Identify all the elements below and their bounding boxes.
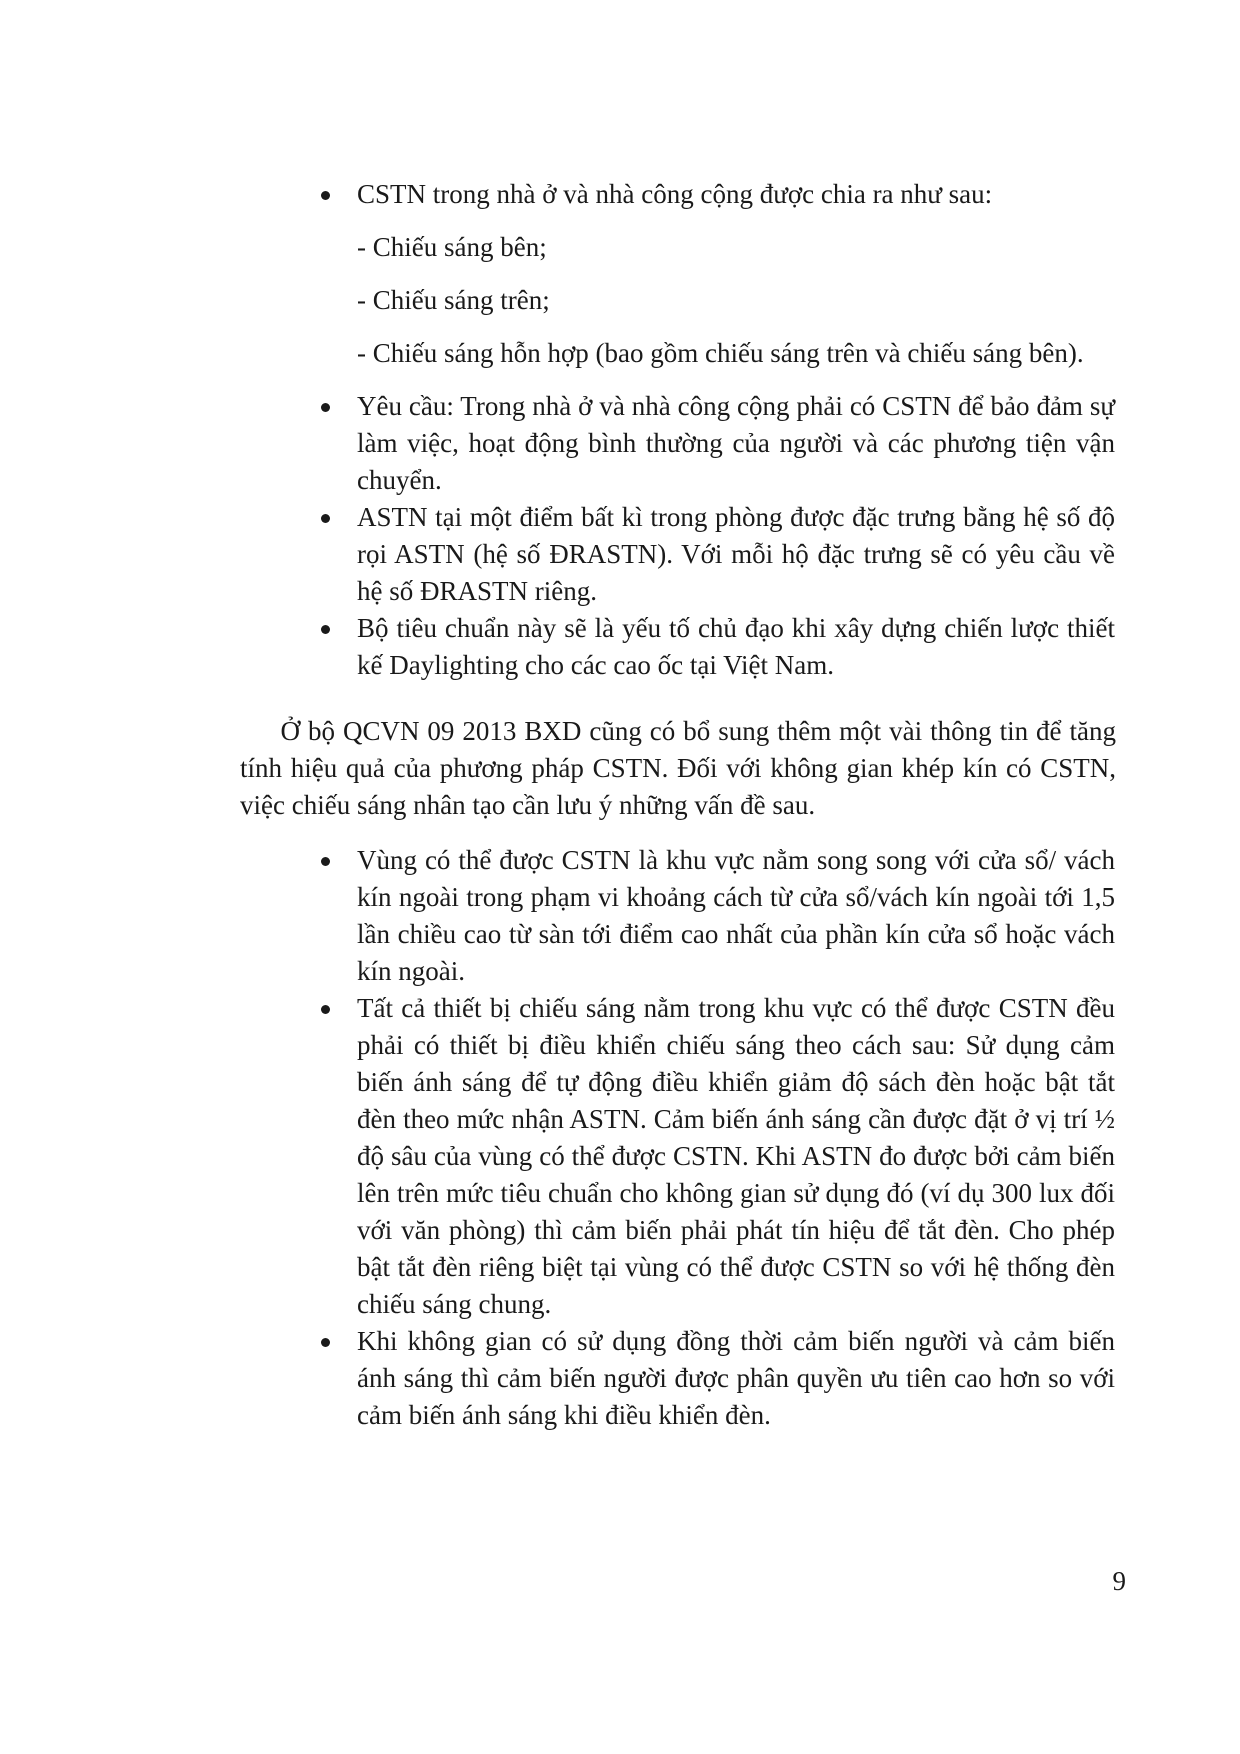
bullet-icon [321,625,330,634]
list-item [357,610,1115,684]
sub-item-top-lighting: - Chiếu sáng trên; [357,285,550,315]
bullet-icon [321,1005,330,1014]
list-item-text: Yêu cầu: Trong nhà ở và nhà công cộng phải có CSTN để bảo đảm sự làm việc, hoạt động bình thường của người và các phương tiện vận chuyển. [357,391,1115,495]
bullet-list-lighting-requirements [357,842,1115,1434]
body-paragraph: Ở bộ QCVN 09 2013 BXD cũng có bổ sung thêm một vài thông tin để tăng tính hiệu quả của phương pháp CSTN. Đối với không gian khép kín có CSTN, việc chiếu sáng nhân tạo cần lưu ý những vấn đề sau. [240,716,1116,820]
list-item-text: Vùng có thể được CSTN là khu vực nằm song song với cửa sổ/ vách kín ngoài trong phạm vi khoảng cách từ cửa sổ/vách kín ngoài tới 1,5 lần chiều cao từ sàn tới điểm cao nhất của phần kín cửa sổ hoặc vách kín ngoài. [357,845,1115,986]
list-item [357,1323,1115,1434]
list-item-text: Tất cả thiết bị chiếu sáng nằm trong khu vực có thể được CSTN đều phải có thiết bị điều khiển chiếu sáng theo cách sau: Sử dụng cảm biến ánh sáng để tự động điều khiển giảm độ sách đèn hoặc bật tắt đèn theo mức nhận ASTN. Cảm biến ánh sáng cần được đặt ở vị trí ½ độ sâu của vùng có thể được CSTN. Khi ASTN đo được bởi cảm biến lên trên mức tiêu chuẩn cho không gian sử dụng đó (ví dụ 300 lux đối với văn phòng) thì cảm biến phải phát tín hiệu để tắt đèn. Cho phép bật tắt đèn riêng biệt tại vùng có thể được CSTN so với hệ thống đèn chiếu sáng chung. [357,993,1115,1319]
list-item-text: ASTN tại một điểm bất kì trong phòng được đặc trưng bằng hệ số độ rọi ASTN (hệ số ĐRASTN). Với mỗi hộ đặc trưng sẽ có yêu cầu về hệ số ĐRASTN riêng. [357,502,1115,606]
sub-item-mixed-lighting: - Chiếu sáng hỗn hợp (bao gồm chiếu sáng trên và chiếu sáng bên). [357,338,1084,368]
list-item [357,842,1115,990]
bullet-icon [321,514,330,523]
bullet-icon [321,857,330,866]
bullet-list-lighting-types [357,176,1115,684]
sub-item-side-lighting: - Chiếu sáng bên; [357,232,547,262]
list-item [357,176,1115,372]
list-item [357,499,1115,610]
list-item [357,388,1115,499]
list-item [357,990,1115,1323]
bullet-icon [321,191,330,200]
list-item-text: Bộ tiêu chuẩn này sẽ là yếu tố chủ đạo khi xây dựng chiến lược thiết kế Daylighting cho các cao ốc tại Việt Nam. [357,613,1115,680]
list-item-text: CSTN trong nhà ở và nhà công cộng được chia ra như sau: [357,179,993,209]
bullet-icon [321,1338,330,1347]
bullet-icon [321,403,330,412]
page-number: 9 [1112,1566,1126,1596]
list-item-text: Khi không gian có sử dụng đồng thời cảm biến người và cảm biến ánh sáng thì cảm biến người được phân quyền ưu tiên cao hơn so với cảm biến ánh sáng khi điều khiển đèn. [357,1326,1115,1430]
